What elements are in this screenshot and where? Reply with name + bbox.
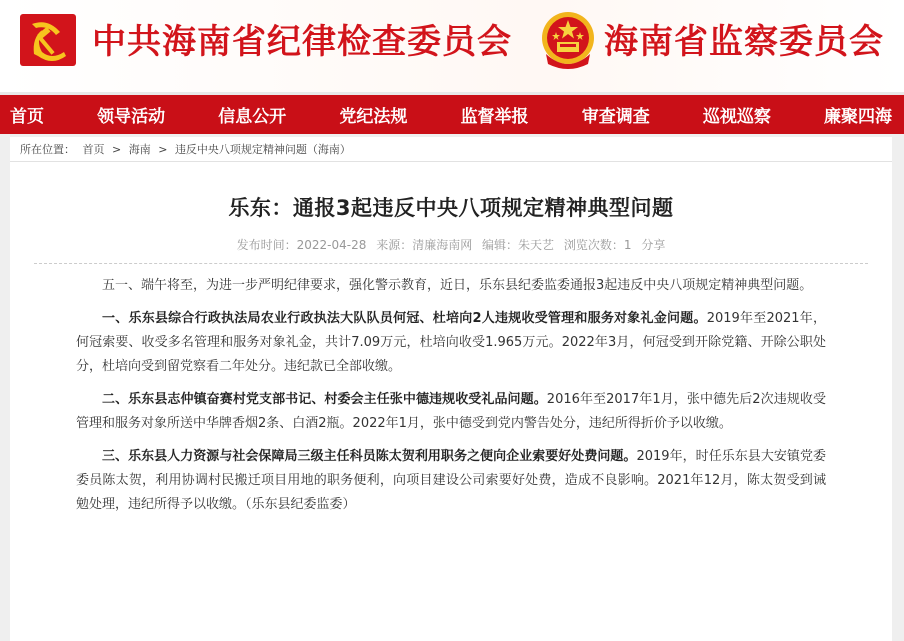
breadcrumb-item-home[interactable]: 首页	[82, 143, 105, 156]
breadcrumb-label: 所在位置：	[20, 143, 75, 156]
case-body-3: 2019年，时任乐东县大安镇党委委员陈太贺，利用协调村民搬迁项目用地的职务便利，向项目建设公司索要好处费，造成不良影响。2021年12月，陈太贺受到诫勉处理，违纪所得予以收缴。（乐东县纪委监委）	[76, 449, 826, 512]
breadcrumb-item-category[interactable]: 违反中央八项规定精神问题（海南）	[174, 143, 351, 156]
breadcrumb-separator: >	[112, 143, 122, 156]
site-header	[0, 0, 904, 92]
nav-item-investigation[interactable]: 审查调查	[581, 107, 650, 127]
article-page	[10, 137, 892, 641]
article-meta	[10, 236, 892, 253]
breadcrumb-separator: >	[158, 143, 168, 156]
nav-item-regulations[interactable]: 党纪法规	[339, 107, 408, 127]
case-heading-3: 三、乐东县人力资源与社会保障局三级主任科员陈太贺利用职务之便向企业索要好处费问题。	[102, 449, 637, 464]
breadcrumb	[10, 137, 892, 162]
nav-item-integrity[interactable]: 廉聚四海	[823, 107, 892, 127]
national-emblem-icon	[538, 8, 598, 72]
nav-item-inspection[interactable]: 巡视巡察	[702, 107, 771, 127]
site-title-left[interactable]: 中共海南省纪律检查委员会	[92, 22, 512, 62]
article-source: 来源：清廉海南网	[376, 238, 473, 252]
case-heading-1: 一、乐东县综合行政执法局农业行政执法大队队员何冠、杜培向2人违规收受管理和服务对象礼金问题。	[102, 311, 707, 326]
case-body-2: 2016年至2017年1月，张中德先后2次违规收受管理和服务对象所送中华牌香烟2条、白酒2瓶。2022年1月，张中德受到党内警告处分，违纪所得折价予以收缴。	[76, 392, 826, 431]
nav-item-home[interactable]: 首页	[10, 107, 44, 127]
main-nav	[0, 92, 904, 134]
article-title: 乐东：通报3起违反中央八项规定精神典型问题	[228, 196, 674, 220]
breadcrumb-item-hainan[interactable]: 海南	[128, 143, 151, 156]
case-paragraph-3	[76, 445, 826, 517]
case-paragraph-2	[76, 388, 826, 436]
article-editor: 编辑：朱天艺	[482, 238, 555, 252]
site-title-right[interactable]: 海南省监察委员会	[604, 22, 884, 62]
article-intro: 五一、端午将至，为进一步严明纪律要求，强化警示教育，近日，乐东县纪委监委通报3起违反中央八项规定精神典型问题。	[102, 278, 813, 293]
case-body-1: 2019年至2021年，何冠索要、收受多名管理和服务对象礼金，共计7.09万元，杜培向收受1.965万元。2022年3月，何冠受到开除党籍、开除公职处分，杜培向受到留党察看二年处分。违纪款已全部收缴。	[76, 311, 827, 374]
nav-item-report[interactable]: 监督举报	[460, 107, 529, 127]
party-emblem-icon	[18, 10, 78, 70]
case-heading-2: 二、乐东县志仲镇奋赛村党支部书记、村委会主任张中德违规收受礼品问题。	[102, 392, 547, 407]
view-count: 浏览次数：1	[563, 238, 632, 252]
share-button[interactable]: 分享	[641, 238, 666, 252]
publish-date: 发布时间：2022-04-28	[236, 238, 367, 252]
article-content	[10, 264, 892, 517]
case-paragraph-1	[76, 307, 826, 379]
nav-item-disclosure[interactable]: 信息公开	[218, 107, 287, 127]
nav-item-leadership[interactable]: 领导活动	[97, 107, 166, 127]
